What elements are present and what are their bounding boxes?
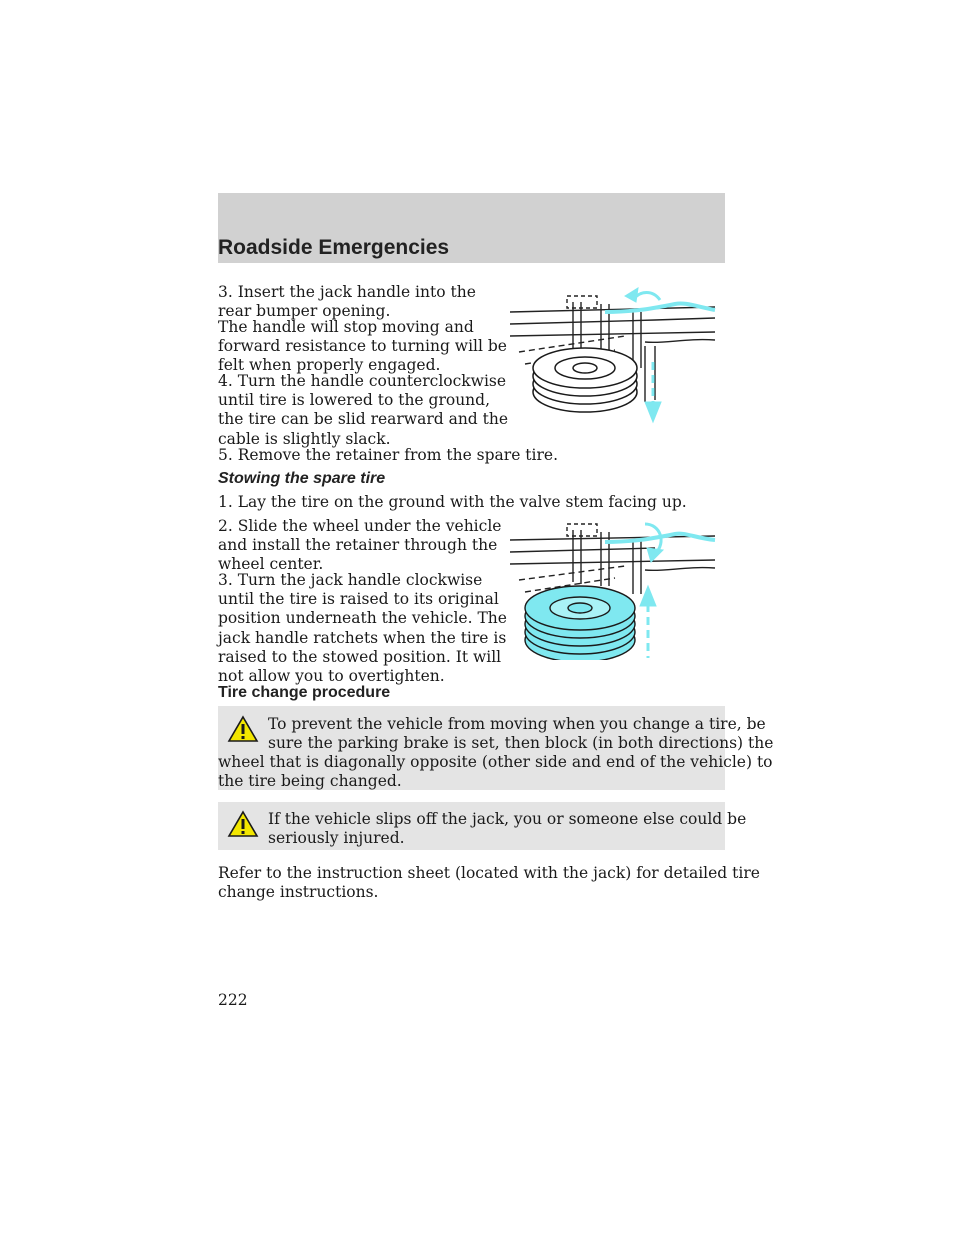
stowing-step-1: 1. Lay the tire on the ground with the valve stem facing up.	[218, 493, 687, 511]
warning-triangle-icon	[227, 715, 259, 743]
step-3-insert-handle: 3. Insert the jack handle into the rear bumper opening.	[218, 283, 476, 321]
warning-2-line-1: If the vehicle slips off the jack, you or someone else could be	[268, 810, 747, 828]
stowing-step-2: 2. Slide the wheel under the vehicle and install the retainer through the wheel center.	[218, 517, 502, 574]
warning-1-line-3: wheel that is diagonally opposite (other side and end of the vehicle) to	[218, 753, 773, 771]
stowing-heading: Stowing the spare tire	[218, 470, 386, 487]
warning-1-line-4: the tire being changed.	[218, 772, 402, 790]
handle-engage-note: The handle will stop moving and forward resistance to turning will be felt when properly engaged.	[218, 318, 507, 375]
spare-tire-lowering-illustration	[505, 282, 720, 432]
refer-instruction-sheet: Refer to the instruction sheet (located with the jack) for detailed tire change instructions.	[218, 864, 760, 902]
step-5-remove-retainer: 5. Remove the retainer from the spare tire.	[218, 446, 558, 464]
section-title: Roadside Emergencies	[218, 236, 450, 259]
warning-triangle-icon	[227, 810, 259, 838]
warning-2-line-2: seriously injured.	[268, 829, 405, 847]
stowing-step-3: 3. Turn the jack handle clockwise until the tire is raised to its original position underneath the vehicle. The jack handle ratchets when the tire is raised to the stowed position. It will not allow you to overtighten.	[218, 571, 507, 686]
warning-1-line-2: sure the parking brake is set, then block (in both directions) the	[268, 734, 774, 752]
procedure-heading: Tire change procedure	[218, 684, 391, 701]
spare-tire-raising-illustration	[505, 520, 720, 660]
warning-1-line-1: To prevent the vehicle from moving when you change a tire, be	[268, 715, 766, 733]
page-number: 222	[218, 991, 248, 1009]
step-4-turn-counterclockwise: 4. Turn the handle counterclockwise until tire is lowered to the ground, the tire can be slid rearward and the cable is slightly slack.	[218, 372, 509, 448]
